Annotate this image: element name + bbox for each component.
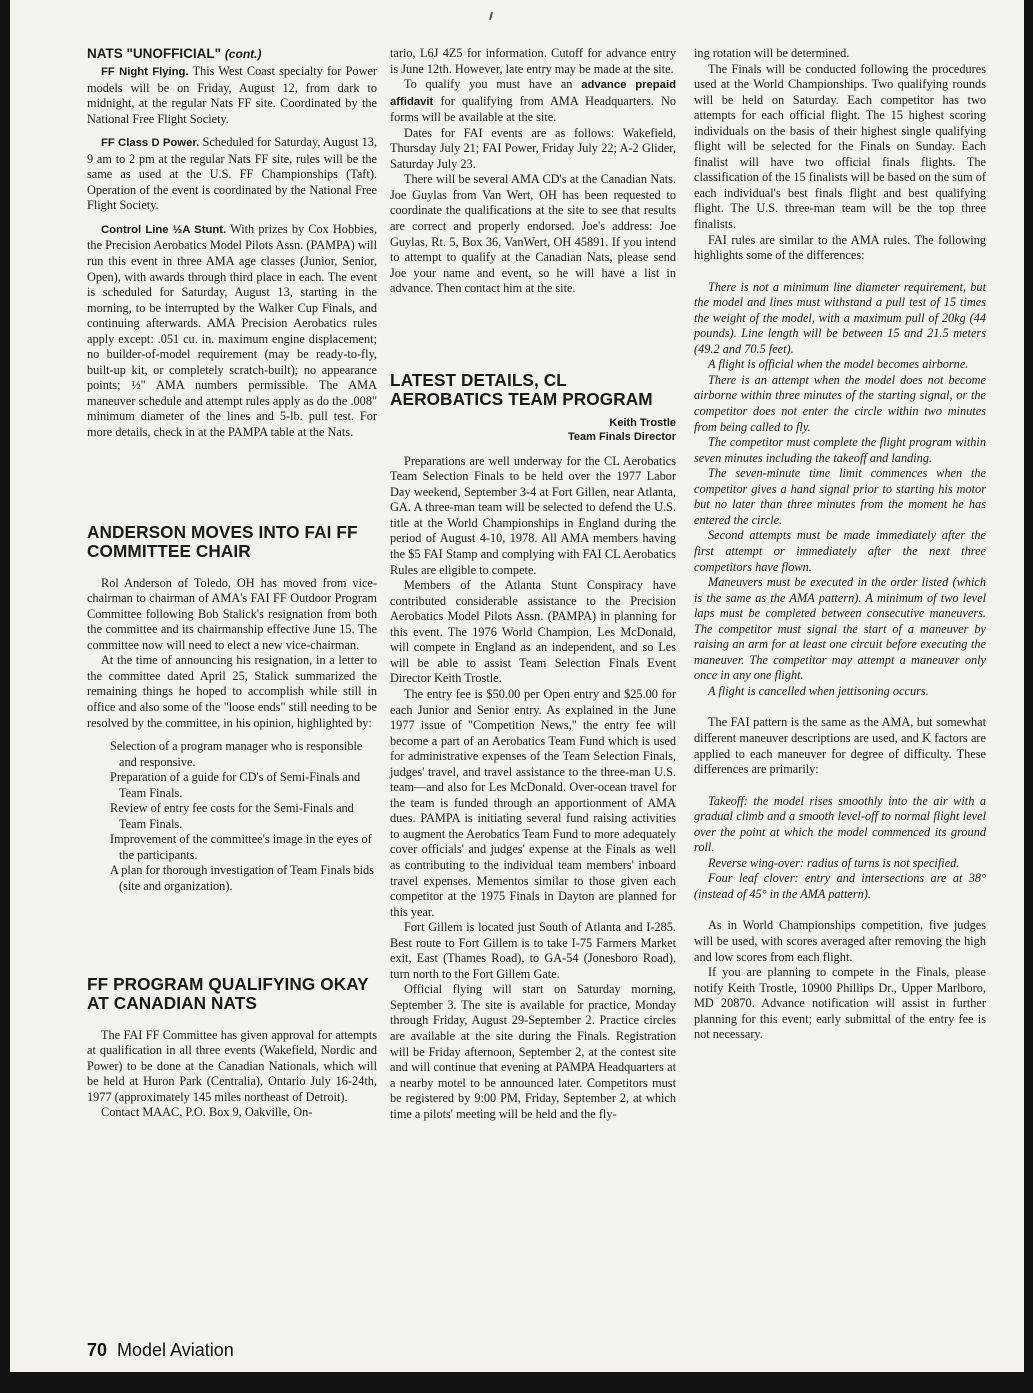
- anderson-paragraph-1: Rol Anderson of Toledo, OH has moved from vice-chairman to chairman of AMA's FAI FF Outdoor Program Committee following Bob Stalick's resignation from both the committee and its chairmanship effective June 15. The committee now will need to elect a new vice-chairman.: [87, 575, 377, 652]
- cl-paragraph-3: The entry fee is $50.00 per Open entry and $25.00 for each Junior and Senior entry. As explained in the June 1977 issue of "Competition News," the entry fee will become a part of an Aerobatics Team Fund which is used for administrative expenses of the Team Selection Finals, judges' travel, and travel assistance to the three-man U.S. team—and also for Les McDonald. Over-ocean travel for the team is funded through an apportionment of AMA dues. PAMPA is initiating several fund raising activities to augment the Aerobatics Team Fund to more adequately cover officials' and judges' expense at the Finals as well as contributing to the individual team members' inboard travel expenses. Mementos similar to those given each competitor at the 1975 Finals in Dayton are planned for this year.: [390, 686, 676, 919]
- pattern-item: Four leaf clover: entry and intersections are at 38° (instead of 45° in the AMA pattern).: [694, 871, 986, 901]
- canada-paragraph-3: Dates for FAI events are as follows: Wakefield, Thursday July 21; FAI Power, Friday July 22; A-2 Glider, Saturday July 23.: [390, 125, 676, 171]
- night-flying-paragraph: FF Night Flying. This West Coast specialty for Power models will be on Friday, August 12, from dark to midnight, at the regular Nats FF site. Coordinated by the National Free Flight Society.: [87, 64, 378, 126]
- rule-item: Second attempts must be made immediately after the first attempt or immediately after the next three competitors have flown.: [694, 528, 986, 574]
- byline-name: Keith Trostle: [609, 416, 676, 429]
- cl-aerobatics-heading: LATEST DETAILS, CL AEROBATICS TEAM PROGRAM: [390, 369, 653, 410]
- column-1: [87, 46, 377, 1121]
- list-item: Selection of a program manager who is responsible and responsive.: [110, 739, 363, 769]
- pattern-item: Takeoff: the model rises smoothly into the air with a gradual climb and a smooth level-off to normal flight level over the point at which the model commenced its ground roll.: [694, 793, 986, 855]
- class-d-paragraph: FF Class D Power. Scheduled for Saturday, August 13, 9 am to 2 pm at the regular Nats FF site, rules will be the same as used at the U.S. FF Championships (Taft). Operation of the event is coordinated by the National Free Flight Society.: [87, 135, 378, 213]
- list-item: Improvement of the committee's image in the eyes of the participants.: [110, 832, 372, 862]
- finals-paragraph-4: The FAI pattern is the same as the AMA, but somewhat different maneuver descriptions are used, and K factors are applied to each maneuver for degree of difficulty. These differences are primarily:: [694, 715, 986, 777]
- page-mark: [489, 12, 493, 20]
- nats-heading: NATS "UNOFFICIAL" (cont.): [87, 46, 262, 61]
- rule-item: The seven-minute time limit commences when the competitor gives a hand signal prior to starting his motor but no later than three minutes from the moment he has entered the circle.: [694, 466, 986, 527]
- anderson-paragraph-2: At the time of announcing his resignation, in a letter to the committee dated April 25, Stalick summarized the remaining things he hoped to accomplish while still in office and also some of the "loose ends" still needing to be resolved by the committee, in his opinion, highlighted by:: [87, 653, 377, 730]
- ff-program-paragraph-2: Contact MAAC, P.O. Box 9, Oakville, On-: [101, 1105, 313, 1120]
- fai-rules-list: [694, 280, 986, 700]
- anderson-heading: ANDERSON MOVES INTO FAI FF COMMITTEE CHAIR: [87, 521, 358, 562]
- list-item: Review of entry fee costs for the Semi-Finals and Team Finals.: [110, 801, 354, 831]
- magazine-name: Model Aviation: [117, 1340, 234, 1360]
- canada-paragraph-4: There will be several AMA CD's at the Canadian Nats. Joe Guylas from Van Wert, OH has been requested to coordinate the qualifications at the site to see that results are correct and properly endorsed. Joe's address: Joe Guylas, Rt. 5, Box 36, VanWert, OH 45891. If you intend to attempt to qualify at the Canadian Nats, please send Joe your name and event, so he will have a list in advance. Then contact him at the site.: [390, 172, 676, 296]
- canada-paragraph-1: tario, L6J 4Z5 for information. Cutoff for advance entry is June 12th. However, late entry may be made at the site.: [390, 46, 676, 76]
- finals-paragraph-1: ing rotation will be determined.: [694, 46, 850, 60]
- finals-paragraph-5: As in World Championships competition, five judges will be used, with scores averaged after removing the high and low scores from each flight.: [694, 918, 986, 964]
- finals-paragraph-3: FAI rules are similar to the AMA rules. The following highlights some of the differences:: [694, 232, 986, 263]
- pattern-list: [694, 794, 986, 903]
- finals-paragraph-6: If you are planning to compete in the Finals, please notify Keith Trostle, 10900 Phillips Dr., Upper Marlboro, MD 20870. Advance notification will assist in further planning for this event; early submittal of the entry fee is not necessary.: [694, 965, 986, 1042]
- cl-paragraph-5: Official flying will start on Saturday morning, September 3. The site is available for practice, Monday through Friday, August 29-September 2. Practice circles are available at the site during the Finals. Registration will be Friday afternoon, September 2, at the contest site and will continue that evening at PAMPA Headquarters at a nearby motel to be announced later. Competitors must be registered by 9:00 PM, Friday, September 2, at which time a pilots' meeting will be held and the fly-: [390, 982, 676, 1121]
- cl-paragraph-1: Preparations are well underway for the CL Aerobatics Team Selection Finals to be held over the 1977 Labor Day weekend, September 3-4 at Fort Gillen, near Atlanta, GA. A three-man team will be selected to defend the U.S. title at the World Championships in England during the period of August 4-10, 1978. All AMA members having the $5 FAI Stamp and complying with FAI CL Aerobatics Rules are eligible to compete.: [390, 453, 676, 577]
- byline-title: Team Finals Director: [568, 430, 676, 443]
- ff-program-heading: FF PROGRAM QUALIFYING OKAY AT CANADIAN NATS: [87, 973, 369, 1014]
- page-number: 70: [87, 1340, 108, 1360]
- rule-item: A flight is cancelled when jettisoning occurs.: [708, 683, 929, 698]
- rule-item: The competitor must complete the flight program within seven minutes including the takeoff and landing.: [694, 435, 986, 465]
- ff-program-paragraph-1: The FAI FF Committee has given approval for attempts at qualification in all three events (Wakefield, Nordic and Power) to be done at the Canadian Nationals, which will be held at Huron Park (Centralia), Ontario July 16-24th, 1977 (approximately 145 miles northeast of Detroit).: [87, 1027, 377, 1104]
- finals-paragraph-2: The Finals will be conducted following the procedures used at the World Championships. Two qualifying rounds will be held on Saturday. Each competitor has two attempts for each official flight. The 15 highest scoring individuals on the basis of their highest single qualifying flight will be selected for the Finals on Sunday. Each finalist will have two official finals flights. The classification of the 15 finalists will be based on the sum of each individual's best finals flight and best qualifying flight. The U.S. three-man team will be the top three finalists.: [694, 61, 986, 232]
- list-item: A plan for thorough investigation of Team Finals bids (site and organization).: [110, 863, 374, 893]
- page-footer: [87, 1340, 234, 1361]
- column-2: [390, 46, 676, 1122]
- byline: [390, 416, 676, 444]
- rule-item: A flight is official when the model becomes airborne.: [708, 357, 969, 372]
- rule-item: There is not a minimum line diameter requirement, but the model and lines must withstand a pull test of 15 times the weight of the model, with a maximum pull of 20kg (44 pounds). Line length will be between 15 and 21.5 meters (49.2 and 70.5 feet).: [694, 279, 986, 356]
- committee-list: [87, 739, 377, 894]
- pattern-item: Reverse wing-over: radius of turns is not specified.: [708, 855, 960, 870]
- cl-paragraph-4: Fort Gillem is located just South of Atlanta and I-285. Best route to Fort Gillem is to take I-75 Farmers Market exit, East (Thames Road), to GA-54 (Jonesboro Road), turn north to the Fort Gillem Gate.: [390, 920, 676, 981]
- column-3: [694, 46, 986, 1043]
- canada-paragraph-2: To qualify you must have an advance prepaid affidavit for qualifying from AMA Headquarters. No forms will be available at the site.: [390, 77, 676, 125]
- list-item: Preparation of a guide for CD's of Semi-Finals and Team Finals.: [110, 770, 361, 800]
- cl-stunt-paragraph: Control Line ½A Stunt. With prizes by Cox Hobbies, the Precision Aerobatics Model Pilots Assn. (PAMPA) will run this event in three AMA age classes (Junior, Senior, Open), with awards through third place in each. The event is scheduled for Saturday, August 13, starting in the morning, to be interrupted by the Walker Cup Finals, and continuing afterwards. AMA Precision Aerobatics rules apply except: .051 cu. in. maximum engine displacement; no builder-of-model requirement (may be ready-to-fly, built-up kit, or completely scratch-built); no appearance points; ½" AMA numbers permissible. The AMA maneuver schedule and attempt rules apply as do the .008" minimum diameter of the lines and 5-lb. pull test. For more details, check in at the PAMPA table at the Nats.: [87, 221, 377, 440]
- rule-item: There is an attempt when the model does not become airborne within three minutes of the starting signal, or the competitor does not enter the circle within two minutes from being called to fly.: [694, 372, 986, 434]
- rule-item: Maneuvers must be executed in the order listed (which is the same as the AMA pattern). A minimum of two level laps must be completed between consecutive maneuvers. The competitor must signal the start of a maneuver by raising an arm for at least one circuit before executing the maneuver. The competitor may attempt a maneuver only once in any one flight.: [694, 575, 986, 683]
- cl-paragraph-2: Members of the Atlanta Stunt Conspiracy have contributed considerable assistance to the Precision Aerobatics Model Pilots Assn. (PAMPA) in planning for this event. The 1976 World Champion, Les McDonald, will compete in England as an independent, and so Les will be able to assist Team Selection Finals Event Director Keith Trostle.: [390, 578, 676, 686]
- magazine-page: [10, 0, 1024, 1372]
